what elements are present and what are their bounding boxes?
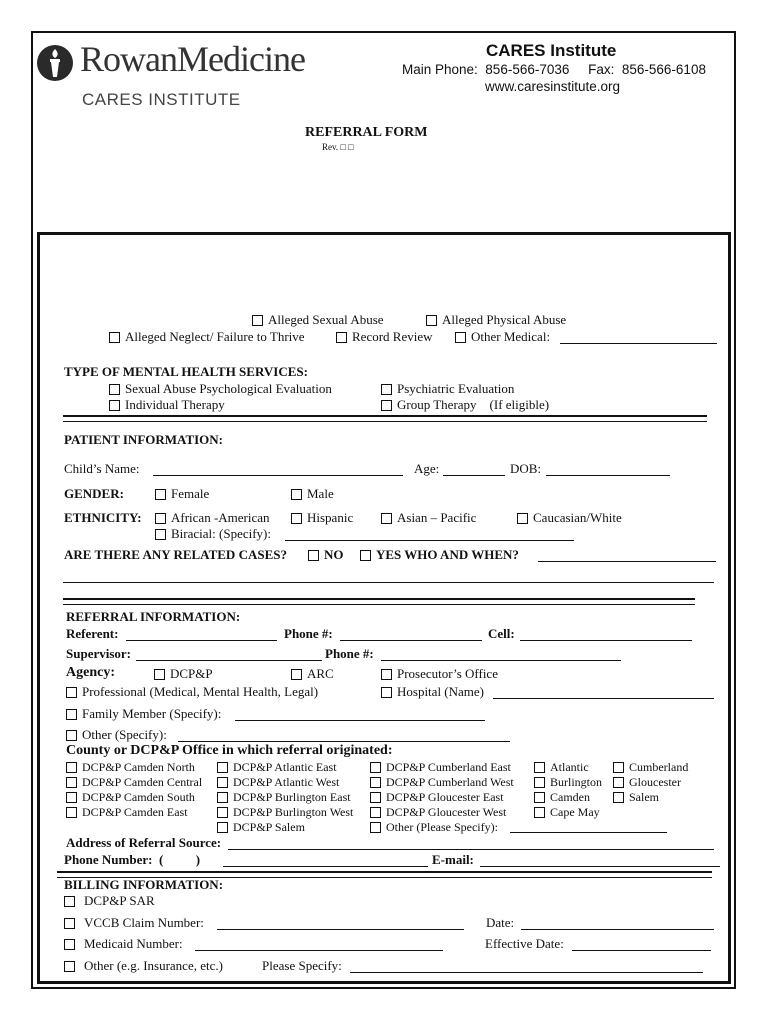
- cb-sapse[interactable]: Sexual Abuse Psychological Evaluation: [109, 381, 332, 397]
- effective-date-field[interactable]: [572, 950, 711, 951]
- cb-gloucester-east[interactable]: DCP&P Gloucester East: [370, 790, 514, 805]
- child-name-label: Child’s Name:: [64, 461, 140, 476]
- cb-neglect[interactable]: Alleged Neglect/ Failure to Thrive: [109, 329, 305, 345]
- referent-field[interactable]: [126, 640, 277, 641]
- address-label: Address of Referral Source:: [66, 835, 222, 850]
- cb-asian-pacific[interactable]: Asian – Pacific: [381, 510, 476, 526]
- cb-related-yes[interactable]: YES WHO AND WHEN?: [360, 547, 519, 563]
- cb-county-cumberland[interactable]: Cumberland: [613, 760, 688, 775]
- referent-phone-field[interactable]: [340, 640, 482, 641]
- age-field[interactable]: [443, 475, 505, 476]
- contact-phones: Main Phone: 856-566-7036 Fax: 856-566-6108: [402, 62, 706, 77]
- checkbox[interactable]: [534, 792, 545, 803]
- cb-salem-office[interactable]: DCP&P Salem: [217, 820, 353, 835]
- cb-vccb[interactable]: VCCB Claim Number:: [64, 915, 204, 931]
- cb-county-cape-may[interactable]: Cape May: [534, 805, 602, 820]
- checkbox[interactable]: [360, 550, 371, 561]
- date-field[interactable]: [521, 929, 714, 930]
- related-cases-label: ARE THERE ANY RELATED CASES?: [64, 547, 287, 562]
- cb-biracial[interactable]: Biracial: (Specify):: [155, 526, 271, 542]
- email-label: E-mail:: [432, 852, 474, 867]
- checkbox[interactable]: [370, 822, 381, 833]
- cb-camden-south[interactable]: DCP&P Camden South: [66, 790, 202, 805]
- section-divider: [63, 598, 695, 605]
- revision: Rev. □ □: [322, 142, 354, 152]
- cb-county-camden[interactable]: Camden: [534, 790, 602, 805]
- please-specify-field[interactable]: [350, 972, 703, 973]
- checkbox[interactable]: [381, 687, 392, 698]
- checkbox[interactable]: [370, 777, 381, 788]
- other-medical-line[interactable]: [560, 343, 717, 344]
- cb-hospital[interactable]: Hospital (Name): [381, 684, 484, 700]
- county-col-3: [370, 760, 514, 835]
- checkbox[interactable]: [381, 669, 392, 680]
- cb-county-gloucester[interactable]: Gloucester: [613, 775, 688, 790]
- cb-gloucester-west[interactable]: DCP&P Gloucester West: [370, 805, 514, 820]
- checkbox[interactable]: [613, 792, 624, 803]
- phone-number-field[interactable]: [223, 866, 428, 867]
- address-field[interactable]: [228, 849, 714, 850]
- age-label: Age:: [414, 461, 440, 476]
- cb-professional[interactable]: Professional (Medical, Mental Health, Legal): [66, 684, 318, 700]
- cb-physical-abuse[interactable]: Alleged Physical Abuse: [426, 312, 566, 328]
- checkbox[interactable]: [381, 400, 392, 411]
- cb-caucasian[interactable]: Caucasian/White: [517, 510, 622, 526]
- checkbox[interactable]: [155, 489, 166, 500]
- checkbox[interactable]: [308, 550, 319, 561]
- county-col-2: [217, 760, 353, 835]
- section-divider: [63, 415, 707, 422]
- cell-label: Cell:: [488, 626, 515, 641]
- checkbox[interactable]: [381, 513, 392, 524]
- please-specify-label: Please Specify:: [262, 958, 342, 973]
- other-office-field[interactable]: [510, 832, 667, 833]
- biracial-field[interactable]: [285, 540, 574, 541]
- cb-other-agency[interactable]: Other (Specify):: [66, 727, 167, 743]
- phone-number-label: Phone Number: ( ): [64, 852, 201, 867]
- institute-title: CARES Institute: [486, 41, 617, 60]
- supervisor-label: Supervisor:: [66, 646, 131, 661]
- checkbox[interactable]: [370, 762, 381, 773]
- cb-other-billing[interactable]: Other (e.g. Insurance, etc.): [64, 958, 223, 974]
- cb-burlington-west[interactable]: DCP&P Burlington West: [217, 805, 353, 820]
- related-cases-field[interactable]: [538, 561, 716, 562]
- checkbox[interactable]: [217, 822, 228, 833]
- patient-heading: PATIENT INFORMATION:: [64, 432, 224, 447]
- billing-heading: BILLING INFORMATION:: [64, 877, 224, 892]
- cb-prosecutor[interactable]: Prosecutor’s Office: [381, 666, 498, 682]
- checkbox[interactable]: [426, 315, 437, 326]
- gender-label: GENDER:: [64, 486, 124, 501]
- supervisor-phone-field[interactable]: [381, 660, 621, 661]
- cb-other-medical[interactable]: Other Medical:: [455, 329, 550, 345]
- checkbox[interactable]: [613, 777, 624, 788]
- cb-medicaid[interactable]: Medicaid Number:: [64, 936, 183, 952]
- cb-camden-north[interactable]: DCP&P Camden North: [66, 760, 202, 775]
- checkbox[interactable]: [155, 529, 166, 540]
- dob-field[interactable]: [546, 475, 670, 476]
- cb-camden-east[interactable]: DCP&P Camden East: [66, 805, 202, 820]
- checkbox[interactable]: [613, 762, 624, 773]
- cb-individual[interactable]: Individual Therapy: [109, 397, 225, 413]
- dob-label: DOB:: [510, 461, 542, 476]
- checkbox[interactable]: [66, 762, 77, 773]
- cb-related-no[interactable]: NO: [308, 547, 344, 563]
- cb-sexual-abuse[interactable]: Alleged Sexual Abuse: [252, 312, 384, 328]
- torch-icon: [36, 43, 74, 83]
- website[interactable]: www.caresinstitute.org: [485, 79, 621, 94]
- cb-cumberland-west[interactable]: DCP&P Cumberland West: [370, 775, 514, 790]
- checkbox[interactable]: [534, 807, 545, 818]
- cb-cumberland-east[interactable]: DCP&P Cumberland East: [370, 760, 514, 775]
- checkbox[interactable]: [109, 400, 120, 411]
- ethnicity-label: ETHNICITY:: [64, 510, 142, 525]
- checkbox[interactable]: [217, 777, 228, 788]
- checkbox[interactable]: [154, 669, 165, 680]
- checkbox[interactable]: [291, 669, 302, 680]
- logo-wordmark: RowanMedicine: [80, 39, 305, 79]
- cb-psychiatric[interactable]: Psychiatric Evaluation: [381, 381, 514, 397]
- checkbox[interactable]: [64, 918, 75, 929]
- checkbox[interactable]: [109, 332, 120, 343]
- checkbox[interactable]: [66, 792, 77, 803]
- cb-african-american[interactable]: African -American: [155, 510, 270, 526]
- referral-heading: REFERRAL INFORMATION:: [66, 609, 241, 624]
- checkbox[interactable]: [66, 807, 77, 818]
- email-field[interactable]: [480, 866, 720, 867]
- county-col-4: [534, 760, 602, 820]
- cb-female[interactable]: Female: [155, 486, 209, 502]
- checkbox[interactable]: [336, 332, 347, 343]
- cb-county-burlington[interactable]: Burlington: [534, 775, 602, 790]
- family-member-field[interactable]: [235, 720, 485, 721]
- checkbox[interactable]: [66, 709, 77, 720]
- cb-agency-dcpp[interactable]: DCP&P: [154, 666, 213, 682]
- supervisor-phone-label: Phone #:: [325, 646, 374, 661]
- date-label: Date:: [486, 915, 515, 930]
- referent-phone-label: Phone #:: [284, 626, 333, 641]
- county-col-1: [66, 760, 202, 820]
- checkbox[interactable]: [66, 687, 77, 698]
- child-name-field[interactable]: [153, 475, 403, 476]
- cb-dcpp-sar[interactable]: DCP&P SAR: [64, 893, 155, 909]
- cb-agency-arc[interactable]: ARC: [291, 666, 334, 682]
- checkbox[interactable]: [252, 315, 263, 326]
- cb-county-atlantic[interactable]: Atlantic: [534, 760, 602, 775]
- checkbox[interactable]: [64, 939, 75, 950]
- checkbox[interactable]: [534, 777, 545, 788]
- other-agency-field[interactable]: [178, 741, 510, 742]
- checkbox[interactable]: [66, 777, 77, 788]
- checkbox[interactable]: [291, 513, 302, 524]
- cb-family-member[interactable]: Family Member (Specify):: [66, 706, 221, 722]
- related-cases-field-2[interactable]: [63, 582, 714, 583]
- cb-hispanic[interactable]: Hispanic: [291, 510, 353, 526]
- vccb-field[interactable]: [217, 929, 464, 930]
- checkbox[interactable]: [217, 807, 228, 818]
- cb-county-salem[interactable]: Salem: [613, 790, 688, 805]
- checkbox[interactable]: [291, 489, 302, 500]
- hospital-field[interactable]: [493, 698, 714, 699]
- checkbox[interactable]: [64, 896, 75, 907]
- cb-atlantic-west[interactable]: DCP&P Atlantic West: [217, 775, 353, 790]
- checkbox[interactable]: [370, 792, 381, 803]
- cb-group[interactable]: Group Therapy (If eligible): [381, 397, 549, 413]
- checkbox[interactable]: [534, 762, 545, 773]
- checkbox[interactable]: [66, 730, 77, 741]
- services-heading: TYPE OF MENTAL HEALTH SERVICES:: [64, 364, 308, 379]
- cb-camden-central[interactable]: DCP&P Camden Central: [66, 775, 202, 790]
- cb-other-office[interactable]: Other (Please Specify):: [370, 820, 514, 835]
- checkbox[interactable]: [64, 961, 75, 972]
- checkbox[interactable]: [381, 384, 392, 395]
- checkbox[interactable]: [217, 792, 228, 803]
- agency-label: Agency:: [66, 665, 115, 680]
- checkbox[interactable]: [517, 513, 528, 524]
- checkbox[interactable]: [370, 807, 381, 818]
- referent-label: Referent:: [66, 626, 119, 641]
- checkbox[interactable]: [217, 762, 228, 773]
- logo-subtitle: CARES INSTITUTE: [82, 90, 241, 109]
- county-col-5: [613, 760, 688, 805]
- cell-field[interactable]: [520, 640, 692, 641]
- checkbox[interactable]: [455, 332, 466, 343]
- cb-burlington-east[interactable]: DCP&P Burlington East: [217, 790, 353, 805]
- effective-date-label: Effective Date:: [485, 936, 564, 951]
- supervisor-field[interactable]: [136, 660, 322, 661]
- form-title: REFERRAL FORM: [305, 125, 428, 140]
- county-heading: County or DCP&P Office in which referral originated:: [66, 743, 393, 758]
- medicaid-field[interactable]: [195, 950, 443, 951]
- checkbox[interactable]: [109, 384, 120, 395]
- checkbox[interactable]: [155, 513, 166, 524]
- cb-male[interactable]: Male: [291, 486, 334, 502]
- cb-record-review[interactable]: Record Review: [336, 329, 433, 345]
- cb-atlantic-east[interactable]: DCP&P Atlantic East: [217, 760, 353, 775]
